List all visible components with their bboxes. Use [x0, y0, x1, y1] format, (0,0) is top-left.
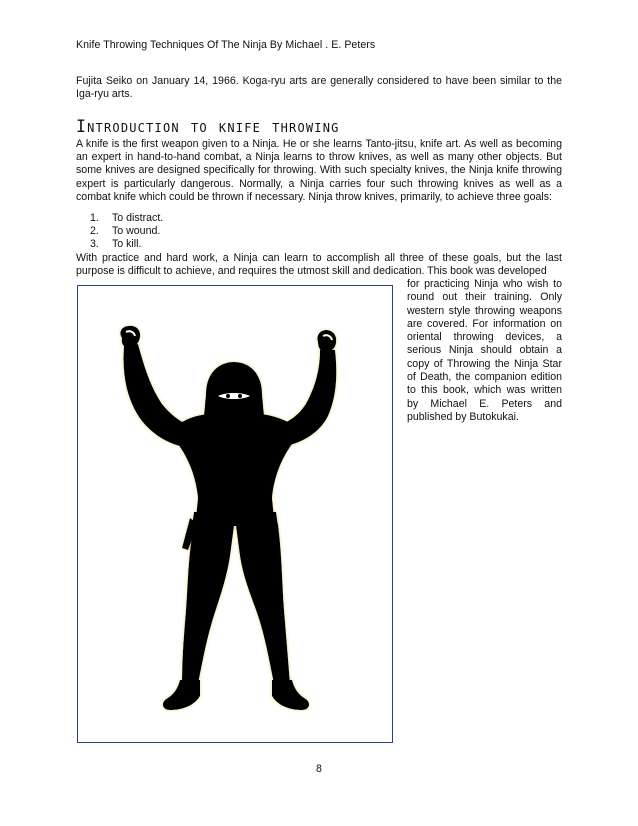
list-item: [90, 238, 163, 251]
left-arm: [124, 344, 187, 446]
list-item: [90, 212, 163, 225]
wrap-paragraph-start: for practicing Ninja who wish to round out their training. Only western style throwing weapons are covered. For information on oriental throwing devices, a serious Ninja should obtain a copy of: [407, 278, 562, 370]
left-leg: [182, 524, 234, 684]
list-item-number: 3.: [90, 238, 99, 251]
goal-list: [90, 212, 163, 252]
right-leg: [236, 524, 290, 684]
wrap-paragraph-end: , the companion edition to this book, which was written by Michael E. Peters and published by Butokukai.: [407, 371, 562, 423]
right-foot: [272, 680, 309, 710]
page-number: 8: [316, 763, 322, 775]
ninja-figure: [77, 285, 393, 743]
ninja-silhouette-icon: [78, 286, 391, 741]
right-fist: [317, 330, 336, 352]
list-item: [90, 225, 163, 238]
running-header: Knife Throwing Techniques Of The Ninja By Michael . E. Peters: [76, 39, 376, 51]
section-heading: Introduction to knife throwing: [76, 117, 340, 136]
wrap-paragraph: [407, 278, 562, 424]
practice-paragraph: With practice and hard work, a Ninja can learn to accomplish all three of these goals, but the last purpose is difficult to achieve, and requires the utmost skill and dedication. This book was developed: [76, 252, 562, 278]
list-item-number: 2.: [90, 225, 99, 238]
list-item-number: 1.: [90, 212, 99, 224]
belt: [192, 512, 278, 526]
intro-paragraph: A knife is the first weapon given to a Ninja. He or she learns Tanto-jitsu, knife art. As well as becoming an expert in hand-to-hand combat, a Ninja learns to throw knives, as well as many other objects. But some knives are designed specifically for throwing. With such specialty knives, the Ninja knife throwing expert is particularly dangerous. Normally, a Ninja carries four such throwing knives as well as a combat knife which could be thrown if necessary. Ninja throw knives, primarily, to achieve three goals:: [76, 138, 562, 203]
list-item-text: To wound.: [112, 225, 161, 238]
book-title: Throwing the Ninja Star of Death: [407, 357, 562, 384]
list-item-text: To kill.: [112, 238, 142, 251]
list-item-text: To distract.: [112, 212, 164, 224]
torso: [178, 413, 292, 518]
left-foot: [163, 680, 200, 710]
right-arm: [282, 350, 336, 446]
continued-paragraph: Fujita Seiko on January 14, 1966. Koga-ryu arts are generally considered to have been similar to the Iga-ryu arts.: [76, 75, 562, 101]
